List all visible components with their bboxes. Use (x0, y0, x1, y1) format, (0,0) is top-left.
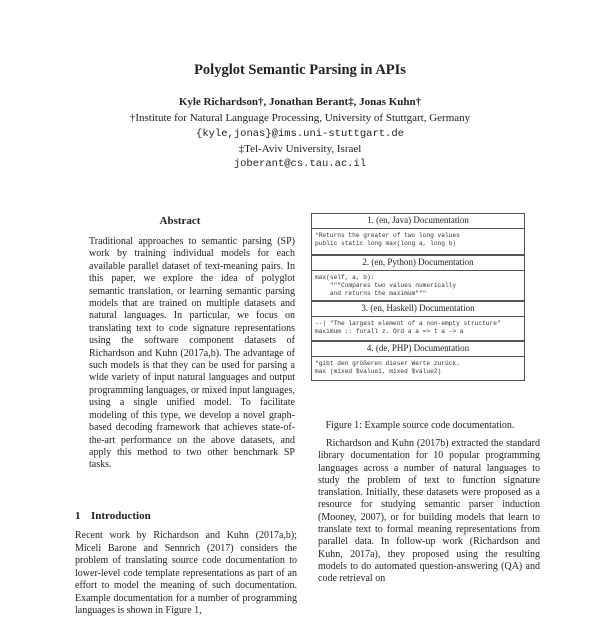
doc-box-header: 4. (de, PHP) Documentation (312, 342, 524, 357)
introduction-text: Recent work by Richardson and Kuhn (2017a,b); Miceli Barone and Sennrich (2017) considers the problem of translating source code documentation to lower-level code template representations as part of an effort to model the meaning of such documentation. Example documentation for a number of programming languages is shown in Figure 1, (75, 530, 297, 616)
doc-box-python (311, 255, 525, 301)
section-heading-introduction (75, 510, 151, 522)
doc-box-header: 2. (en, Python) Documentation (312, 256, 524, 271)
abstract-heading: Abstract (159, 215, 201, 227)
section-title: Introduction (91, 510, 151, 522)
email-stuttgart: {kyle,jonas}@ims.uni-stuttgart.de (196, 128, 404, 140)
section-number: 1 (75, 510, 81, 522)
doc-box-php (311, 341, 525, 381)
affiliation-stuttgart: †Institute for Natural Language Processing, University of Stuttgart, Germany (129, 112, 471, 124)
doc-box-code: --| "The largest element of a non-empty structure" maximum :: forall z. Ord a a => t a -> a (315, 320, 501, 335)
doc-box-java (311, 213, 525, 255)
body-paragraph: Richardson and Kuhn (2017b) extracted the standard library documentation for 10 popular programming languages across a number of natural languages to study the problem of text to function signature translation. Initially, these datasets were proposed as a resource for studying semantic parser induction (Mooney, 2007), or for building models that learn to translate text to formal meaning representations from parallel data. In follow-up work (Richardson and Kuhn, 2017a), they proposed using the resulting models to do automated question-answering (QA) and code retrieval on (318, 438, 540, 585)
author-list: Kyle Richardson†, Jonathan Berant‡, Jonas Kuhn† (178, 96, 422, 108)
doc-box-code: *gibt den größeren dieser Werte zurück. max (mixed $value1, mixed $value2) (315, 360, 460, 375)
paper-title: Polyglot Semantic Parsing in APIs (194, 62, 406, 78)
doc-box-header: 1. (en, Java) Documentation (312, 214, 524, 229)
doc-box-code: *Returns the greater of two long values public static long max(long a, long b) (315, 232, 460, 247)
abstract-text: Traditional approaches to semantic parsing (SP) work by training individual models for each available parallel dataset of text-meaning pairs. In this paper, we explore the idea of polyglot semantic translation, or learning semantic parsing models that are trained on multiple datasets and natural languages. In particular, we focus on translating text to code signature representations using the software component datasets of Richardson and Kuhn (2017a,b). The advantage of such models is that they can be used for parsing a wide variety of input natural languages and output programming languages, or mixed input languages, using a single unified model. To facilitate modeling of this type, we develop a novel graph-based decoding framework that achieves state-of-the-art performance on the above datasets, and apply this method to two other benchmark SP tasks. (89, 236, 295, 471)
right-column-text (318, 438, 540, 586)
doc-box-haskell (311, 301, 525, 341)
doc-box-header: 3. (en, Haskell) Documentation (312, 302, 524, 317)
figure-caption: Figure 1: Example source code documentation. (325, 420, 515, 431)
doc-box-code: max(self, a, b): """Compares two values numerically and returns the maximum""" (315, 274, 457, 297)
affiliation-telaviv: ‡Tel-Aviv University, Israel (238, 143, 362, 155)
email-telaviv: joberant@cs.tau.ac.il (233, 158, 367, 170)
